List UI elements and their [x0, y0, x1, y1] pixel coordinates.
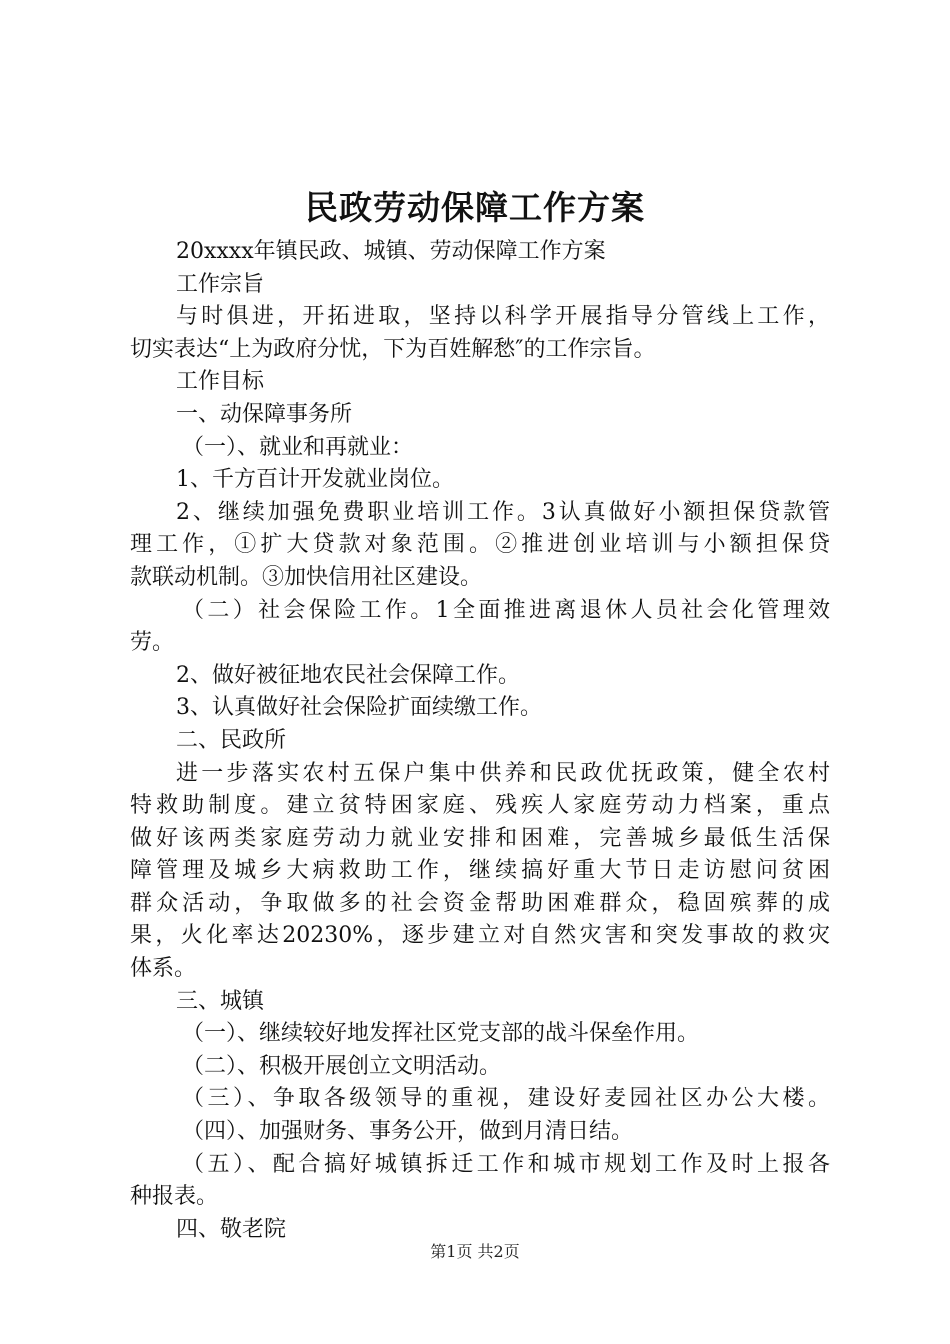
paragraph-line: 特救助制度。建立贫特困家庭、残疾人家庭劳动力档案，重点 [130, 793, 830, 819]
section-heading: 二、民政所 [176, 727, 287, 753]
list-item: （五）、配合搞好城镇拆迁工作和城市规划工作及时上报各 [182, 1151, 830, 1177]
paragraph-line: 群众活动，争取做多的社会资金帮助困难群众，稳固殡葬的成 [130, 890, 830, 916]
paragraph-line: 劳。 [130, 630, 175, 656]
document-title: 民政劳动保障工作方案 [305, 188, 645, 227]
list-item: 1、千方百计开发就业岗位。 [176, 467, 454, 493]
list-item: （三）、争取各级领导的重视，建设好麦园社区办公大楼。 [182, 1086, 830, 1112]
subsection-heading: （一）、就业和再就业： [182, 434, 414, 460]
section-heading: 工作目标 [176, 369, 265, 395]
paragraph-line: 2、继续加强免费职业培训工作。3认真做好小额担保贷款管 [176, 499, 830, 525]
list-item: （二）、积极开展创立文明活动。 [182, 1053, 502, 1079]
paragraph-line: 款联动机制。③加快信用社区建设。 [130, 564, 483, 590]
document-body [130, 236, 830, 1246]
paragraph-line: 进一步落实农村五保户集中供养和民政优抚政策，健全农村 [176, 760, 830, 786]
section-heading: 三、城镇 [176, 988, 265, 1014]
section-heading: 四、敬老院 [176, 1216, 287, 1242]
paragraph-line: （二）社会保险工作。1全面推进离退休人员社会化管理效 [182, 597, 830, 623]
paragraph-line: 切实表达“上为政府分忧，下为百姓解愁″的工作宗旨。 [130, 336, 656, 362]
paragraph-line: 果，火化率达20230%，逐步建立对自然灾害和突发事故的救灾 [130, 923, 830, 949]
list-item: 3、认真做好社会保险扩面续缴工作。 [176, 695, 542, 721]
section-heading: 工作宗旨 [176, 271, 265, 297]
subtitle-line: 20xxxx年镇民政、城镇、劳动保障工作方案 [176, 239, 606, 264]
paragraph-line: 体系。 [130, 956, 197, 982]
paragraph-line: 与时俱进，开拓进取，坚持以科学开展指导分管线上工作， [176, 304, 830, 330]
paragraph-line: 障管理及城乡大病救助工作，继续搞好重大节日走访慰问贫困 [130, 858, 830, 884]
list-item: （四）、加强财务、事务公开，做到月清日结。 [182, 1119, 634, 1145]
section-heading: 一、动保障事务所 [176, 401, 353, 427]
list-item: （一）、继续较好地发挥社区党支部的战斗保垒作用。 [182, 1021, 700, 1047]
page-number-footer: 第1页 共2页 [430, 1242, 520, 1261]
list-item: 2、做好被征地农民社会保障工作。 [176, 662, 520, 688]
paragraph-line: 理工作，①扩大贷款对象范围。②推进创业培训与小额担保贷 [130, 532, 830, 558]
paragraph-line: 种报表。 [130, 1184, 219, 1210]
paragraph-line: 做好该两类家庭劳动力就业安排和困难，完善城乡最低生活保 [130, 825, 830, 851]
